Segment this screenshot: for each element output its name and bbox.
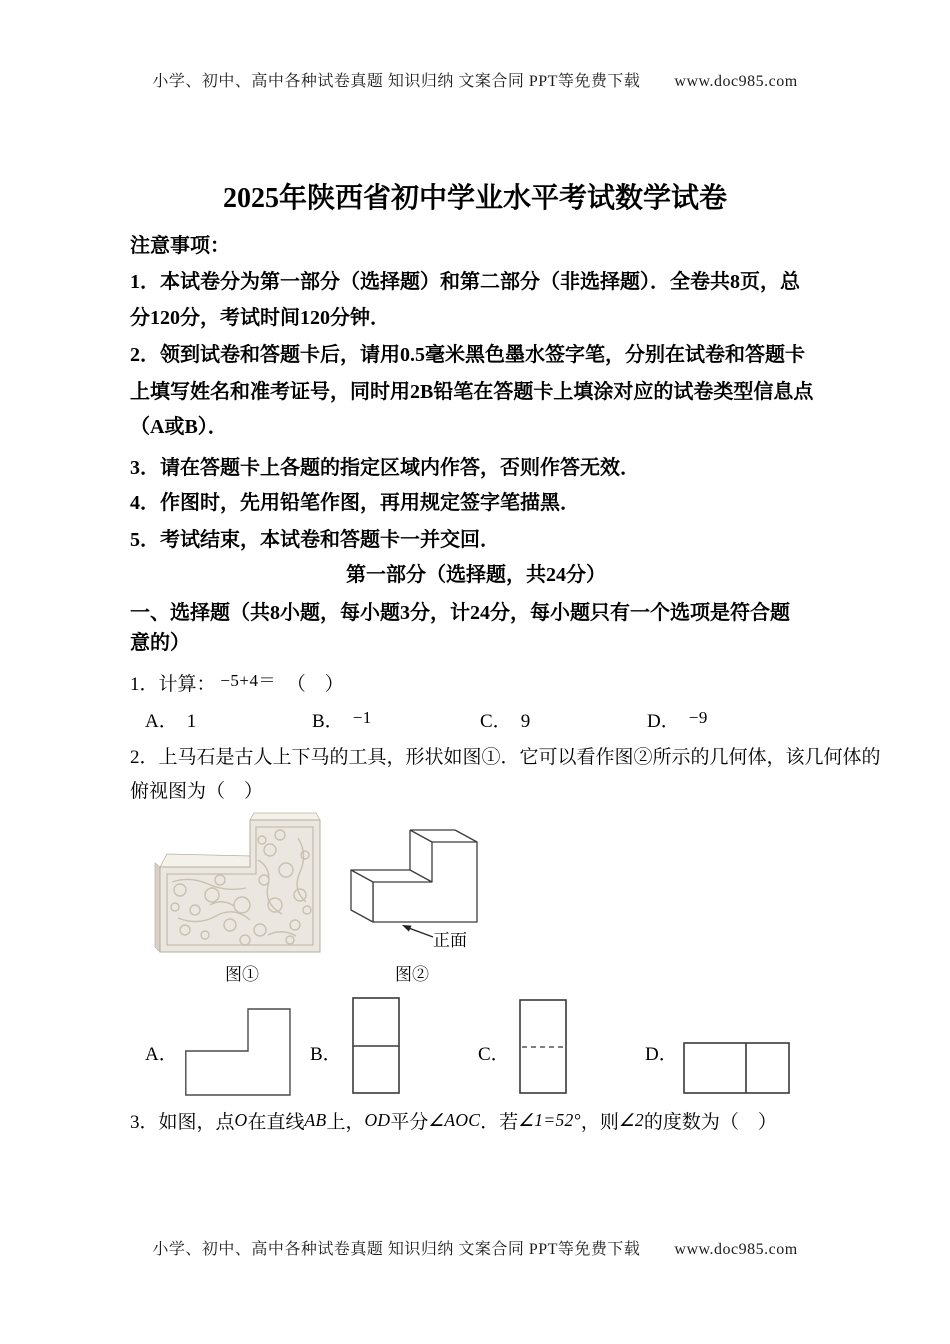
part1-heading: 第一部分（选择题，共24分） [346, 564, 606, 586]
notice-line: （A或B）． [130, 416, 228, 438]
question-1-text: 1．计算： [130, 674, 216, 695]
notice-line: 3．请在答题卡上各题的指定区域内作答，否则作答无效． [130, 457, 640, 479]
header-url: www.doc985.com [674, 73, 798, 90]
exam-title: 2025年陕西省初中学业水平考试数学试卷 [222, 183, 727, 214]
header-promo-text: 小学、初中、高中各种试卷真题 知识归纳 文案合同 PPT等免费下载 [152, 73, 641, 90]
page-header [0, 68, 950, 91]
q1-option-b [312, 706, 372, 733]
q3-text: 3．如图，点 [130, 1112, 235, 1133]
footer-url: www.doc985.com [674, 1241, 798, 1258]
q2-option-a-label: A． [145, 1044, 178, 1065]
q2-option-b-shape [352, 996, 402, 1096]
question-2-line1: 2．上马石是古人上下马的工具，形状如图①．它可以看作图②所示的几何体，该几何体的 [130, 747, 881, 768]
q2-option-d-label: D． [645, 1044, 678, 1065]
front-face-arrow [402, 925, 433, 937]
stone-photo-image [155, 813, 320, 952]
question-1-answer-blank: （ ） [286, 674, 344, 695]
q3-math: ∠AOC [428, 1110, 481, 1130]
notice-line: 1．本试卷分为第一部分（选择题）和第二部分（非选择题）．全卷共8页，总 [130, 271, 800, 293]
option-label: A． [145, 711, 178, 732]
solid-drawing [351, 830, 477, 922]
option-label: B． [312, 711, 344, 732]
q1-option-d [647, 706, 708, 733]
question-2-line2: 俯视图为（ ） [130, 781, 264, 802]
option-label: D． [647, 711, 680, 732]
q3-text: ，则 [580, 1112, 619, 1133]
footer-promo-text: 小学、初中、高中各种试卷真题 知识归纳 文案合同 PPT等免费下载 [152, 1241, 641, 1258]
notice-line: 4．作图时，先用铅笔作图，再用规定签字笔描黑． [130, 492, 580, 514]
notice-line: 5．考试结束，本试卷和答题卡一并交回． [130, 529, 500, 551]
q2-option-c-label: C． [478, 1044, 510, 1065]
q2-option-a-shape [185, 1005, 295, 1100]
q3-math: O [234, 1110, 248, 1130]
q3-text: 在直线 [247, 1112, 305, 1133]
q1-option-c [480, 706, 530, 733]
question-2-figure [150, 810, 500, 990]
q2-option-d-shape [683, 1041, 791, 1095]
front-face-label: 正面 [433, 931, 467, 950]
option-value: −1 [352, 708, 372, 727]
figure1-label: 图① [225, 965, 259, 984]
notice-line: 上填写姓名和准考证号，同时用2B铅笔在答题卡上填涂对应的试卷类型信息点 [130, 381, 814, 403]
q3-math: ∠1=52° [518, 1110, 581, 1130]
q1-option-a [145, 706, 196, 733]
q3-text: 的度数为（ ） [643, 1112, 777, 1133]
q3-text: 上， [326, 1112, 365, 1133]
q2-option-c-shape [519, 998, 569, 1096]
q2-option-b-label: B． [310, 1044, 342, 1065]
notice-heading: 注意事项： [130, 235, 230, 257]
option-value: 1 [186, 711, 197, 732]
question-1 [130, 671, 830, 699]
q3-math: AB [304, 1110, 327, 1130]
page-footer [0, 1236, 950, 1259]
section-title-line: 意的） [130, 632, 190, 654]
q3-math: OD [364, 1110, 391, 1130]
q3-text: ．若 [480, 1112, 519, 1133]
question-1-expression: −5+4＝ [220, 671, 276, 690]
option-label: C． [480, 711, 512, 732]
notice-line: 分120分，考试时间120分钟． [130, 307, 390, 329]
option-value: −9 [688, 708, 708, 727]
option-value: 9 [520, 711, 531, 732]
q3-math: ∠2 [618, 1110, 644, 1130]
question-3 [130, 1108, 830, 1137]
section-title-line: 一、选择题（共8小题，每小题3分，计24分，每小题只有一个选项是符合题 [130, 602, 790, 624]
figure2-label: 图② [395, 965, 429, 984]
q3-text: 平分 [390, 1112, 429, 1133]
notice-line: 2．领到试卷和答题卡后，请用0.5毫米黑色墨水签字笔，分别在试卷和答题卡 [130, 344, 805, 366]
